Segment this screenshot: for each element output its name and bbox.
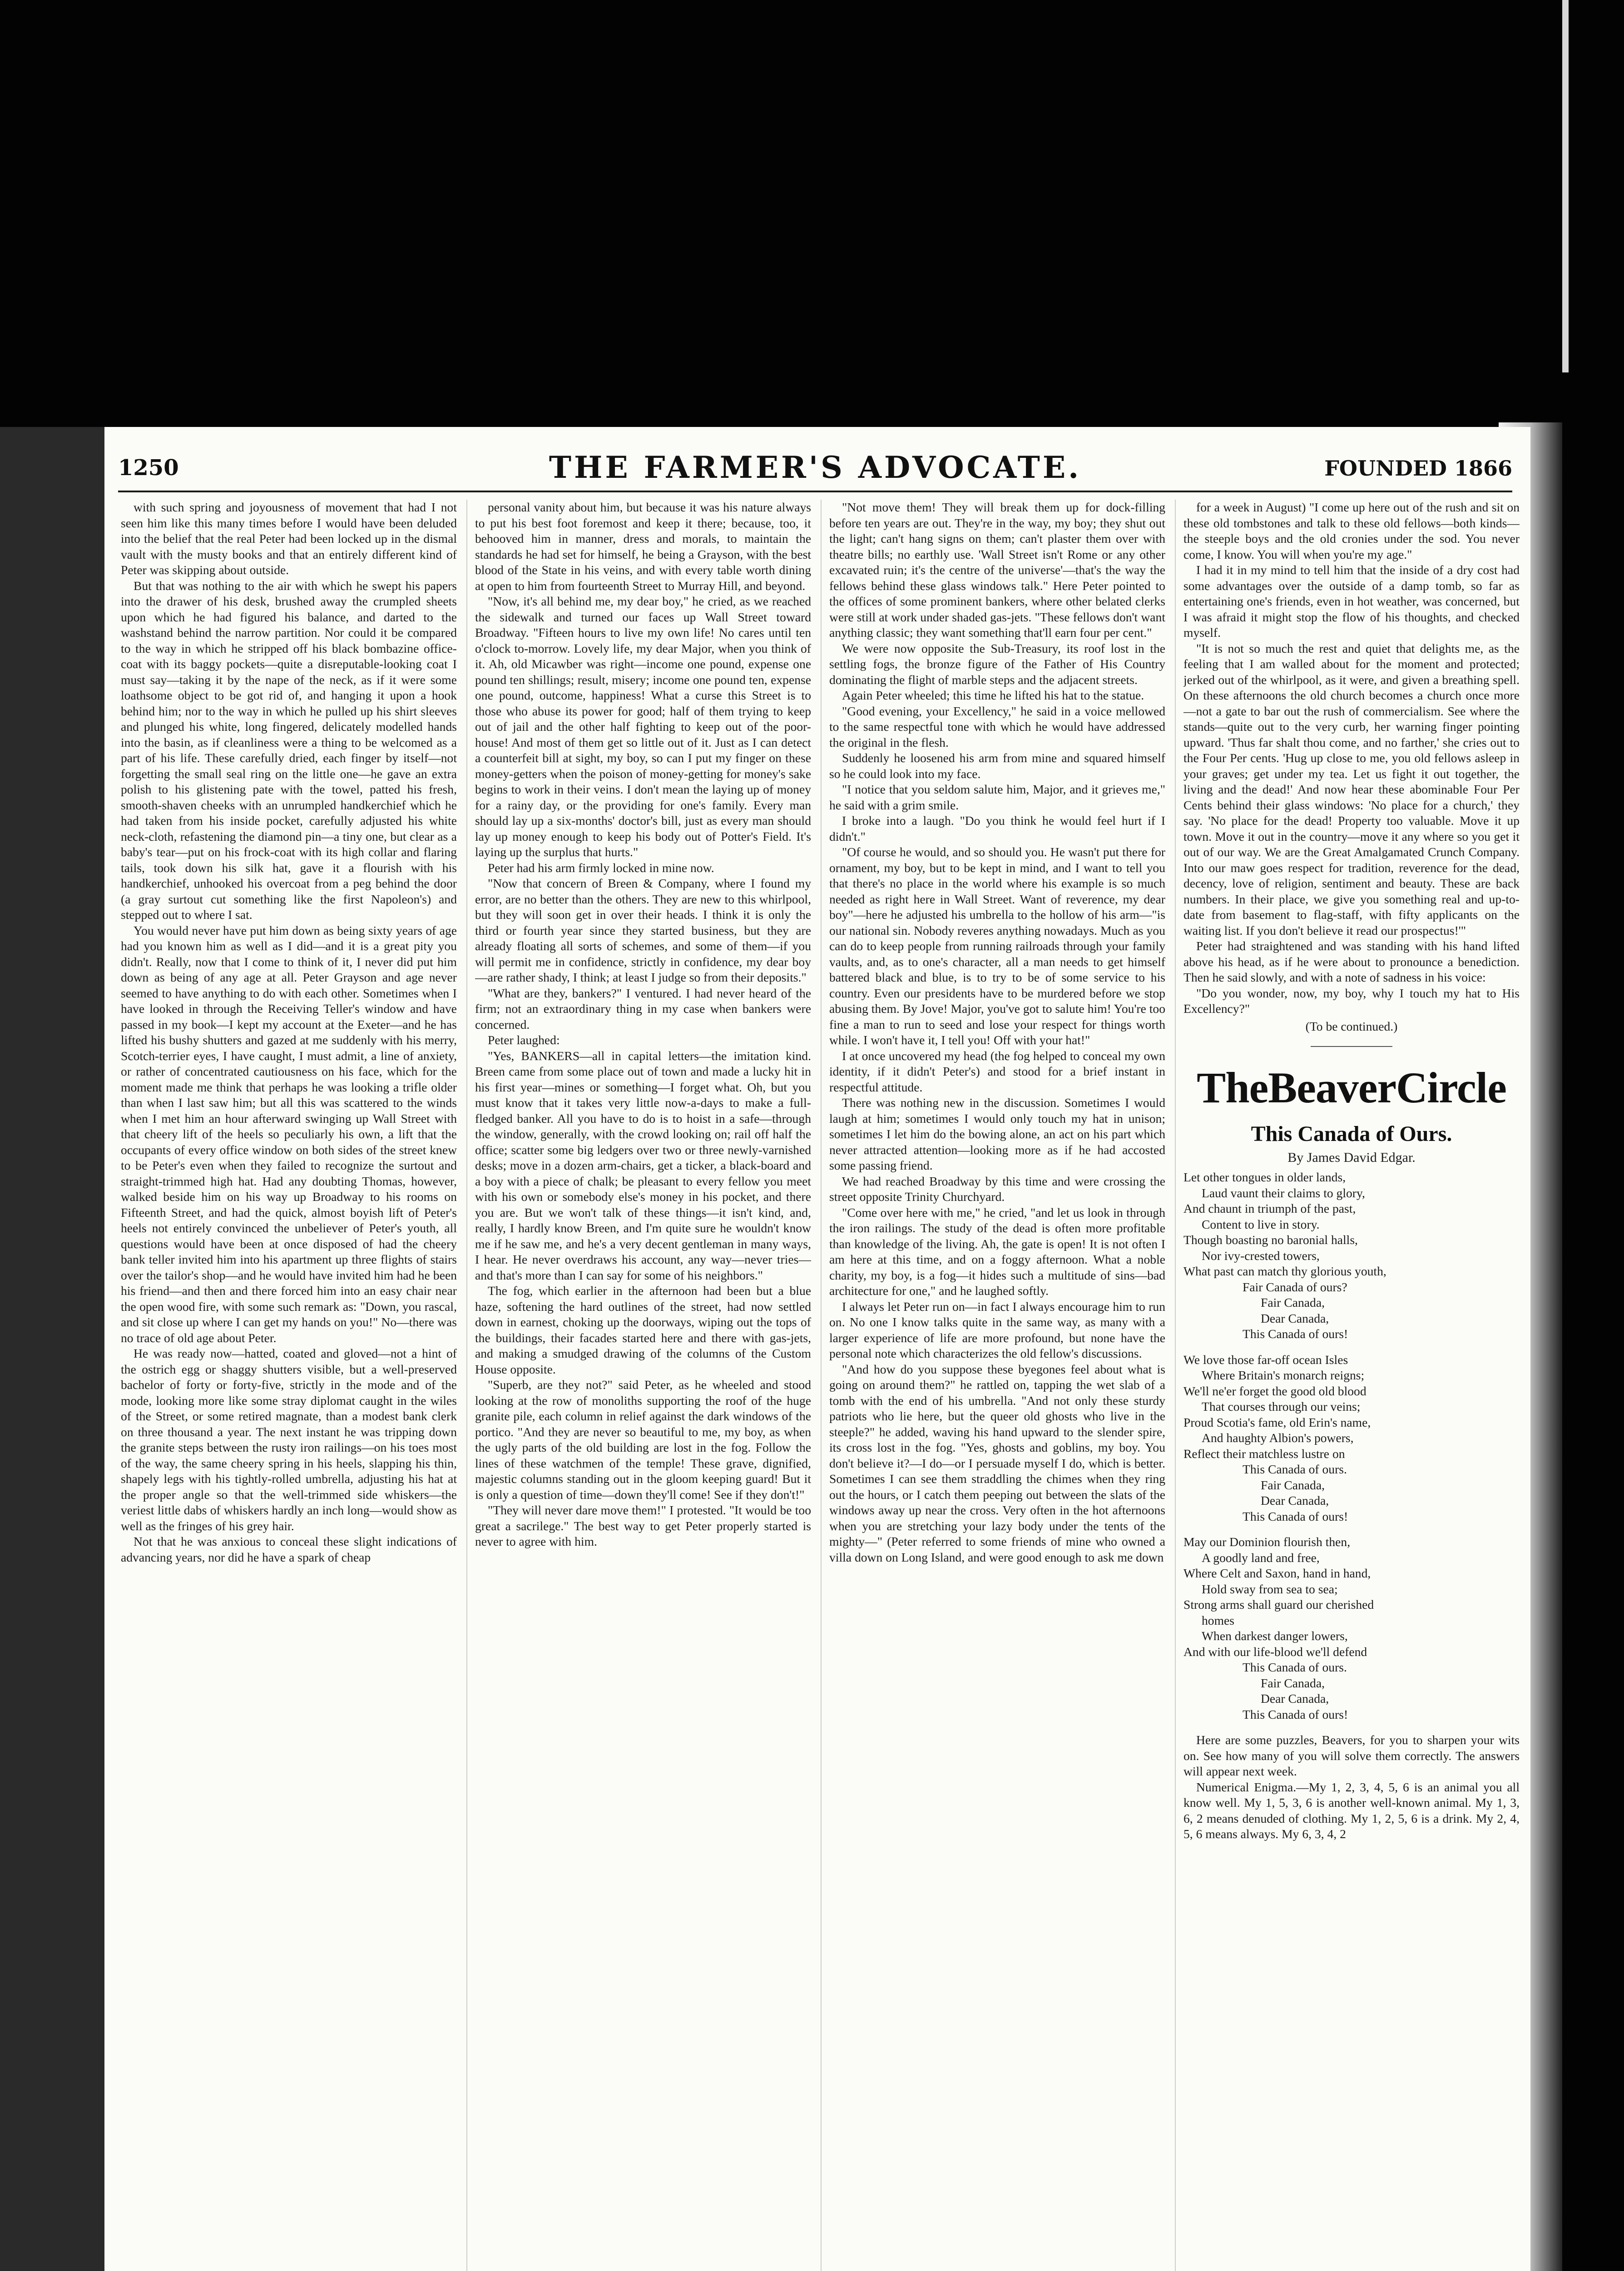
paragraph: "Now that concern of Breen & Company, where I found my error, are no better than the others. They are new to this whirlpool, but they will soon get in over their heads. I think it is only the third or fourth year since they started business, but they are already floating all sorts of schemes, and some of them—if you will permit me in confidence, strictly in confidence, my dear boy—are rather shady, I think; at least I judge so from their deposits." [475, 876, 811, 984]
stanza-gap [1183, 1524, 1520, 1534]
paragraph: Peter laughed: [488, 1033, 560, 1047]
poem-line: This Canada of ours! [1243, 1707, 1348, 1721]
paragraph: But that was nothing to the air with which he swept his papers into the drawer of his desk, brushed away the crumpled sheets upon which he had figured his balance, and darted to the washstand behind the narrow partition. Nor could it be compared to the way in which he stripped off his black bombazine office-coat with its baggy pockets—quite a disreputable-looking coat I must say—taking it by the nape of the neck, as if it were some loathsome object to be got rid of, and hanging it upon a hook behind him; nor to the way in which he pulled up his shirt sleeves and plunged his white, long fingered, delicately modelled hands into the basin, as if cleanliness were a thing to be welcomed as a part of his life. These carefully dried, each finger by itself—not forgetting the small seal ring on the little one—he gave an extra polish to his glistening pate with the towel, patted his fresh, smooth-shaven cheeks with an unrumpled handkerchief which he had taken from his inside pocket, carefully adjusted his white neck-cloth, refastening the diamond pin—a tiny one, but clear as a baby's tear—put on his frock-coat with its high collar and flaring tails, took down his silk hat, gave it a flourish with his handkerchief, unhooked his overcoat from a peg behind the door (a gray surtout cut something like the first Napoleon's) and stepped out to where I sat. [121, 578, 457, 922]
paragraph: The fog, which earlier in the afternoon had been but a blue haze, softening the hard outlines of the street, had now settled down in earnest, choking up the doorways, wiping out the tops of the buildings, their facades started here and there with gas-jets, and making a smudged drawing of the columns of the Custom House opposite. [475, 1284, 811, 1376]
paragraph: I broke into a laugh. "Do you think he would feel hurt if I didn't." [829, 813, 1165, 843]
poem-line: And with our life-blood we'll defend [1183, 1644, 1367, 1659]
paragraph: Peter had straightened and was standing with his hand lifted above his head, as if he were about to pronounce a benediction. Then he said slowly, and with a note of sadness in his voice: [1183, 939, 1520, 984]
story-column-1 [121, 500, 457, 2271]
poem-line: We love those far-off ocean Isles [1183, 1352, 1348, 1367]
poem-line: We'll ne'er forget the good old blood [1183, 1383, 1367, 1398]
poem-line: Fair Canada of ours? [1243, 1279, 1347, 1294]
paragraph: "Good evening, your Excellency," he said in a voice mellowed to the same respectful tone with which he would have addressed the original in the flesh. [829, 704, 1165, 749]
poem-line: Fair Canada, [1261, 1676, 1325, 1690]
poem-line: This Canada of ours! [1243, 1327, 1348, 1341]
section-heading: TheBeaverCircle [1197, 1063, 1506, 1112]
paragraph: I at once uncovered my head (the fog helped to conceal my own identity, if it didn't Peter's) and stood for a brief instant in respectful attitude. [829, 1048, 1165, 1094]
poem-line: Fair Canada, [1261, 1295, 1325, 1309]
poem-line: Dear Canada, [1261, 1311, 1329, 1325]
paragraph: "I notice that you seldom salute him, Major, and it grieves me," he said with a grim smile. [829, 782, 1165, 812]
paragraph: "What are they, bankers?" I ventured. I had never heard of the firm; not an extraordinary thing in my case when bankers were concerned. [475, 986, 811, 1031]
poem-line: Though boasting no baronial halls, [1183, 1233, 1358, 1247]
story-column-4 [1183, 500, 1520, 2271]
paragraph: "Come over here with me," he cried, "and let us look in through the iron railings. The study of the dead is often more profitable than knowledge of the living. Ah, the gate is open! It is not often I am here at this time, and on a foggy afternoon. What a noble charity, my boy, is a fog—it hides such a multitude of sins—bad architecture for one," and he laughed softly. [829, 1205, 1165, 1298]
paragraph: "And how do you suppose these byegones feel about what is going on around them?" he rattled on, tapping the wet slab of a tomb with the end of his umbrella. "And not only these sturdy patriots who lie here, but the queer old ghosts who live in the steeple?" he added, waving his hand upward to the slender spire, its cross lost in the fog. "Yes, ghosts and goblins, my boy. You don't believe it?—I do—or I persuade myself I do, which is better. Sometimes I can see them straddling the chimes when they ring out the hours, or I catch them peeping out between the slats of the windows away up near the cross. Very often in the hot afternoons when you are stretching your lazy body under the tents of the mighty—" (Peter referred to some friends of mine who owned a villa down on Long Island, and were good enough to ask me down [829, 1362, 1165, 1564]
poem-line: Nor ivy-crested towers, [1202, 1248, 1320, 1263]
paragraph: for a week in August) "I come up here out of the rush and sit on these old tombstones and talk to these old fellows—both kinds—the steeple boys and the old cronies under the sod. You never come, I know. You will when you're my age." [1183, 500, 1520, 561]
paragraph: He was ready now—hatted, coated and gloved—not a hint of the ostrich egg or shaggy shutters visible, but a well-preserved bachelor of forty or forty-five, strictly in the mode and of the mode, looking more like some stray diplomat caught in the wiles of the Street, or some retired magnate, than a modest bank clerk on three thousand a year. The next instant he was tripping down the granite steps between the rusty iron railings—on his toes most of the way, the same cheery spring in his heels, slapping his thin, shapely legs with his tightly-rolled umbrella, adjusting his hat at the proper angle so that the well-trimmed side whiskers—the veriest little dabs of whiskers hardly an inch long—would show as well as the fringes of his grey hair. [121, 1346, 457, 1533]
poem-line: And haughty Albion's powers, [1202, 1431, 1354, 1445]
puzzles-intro: Here are some puzzles, Beavers, for you to sharpen your wits on. See how many of you will solve them correctly. The answers will appear next week. [1183, 1733, 1520, 1778]
to-be-continued: (To be continued.) [1305, 1019, 1398, 1033]
poem-title: This Canada of Ours. [1251, 1122, 1452, 1146]
poem-line: This Canada of ours. [1243, 1462, 1347, 1476]
story-column-3 [829, 500, 1165, 2271]
newspaper-title: THE FARMER'S ADVOCATE. [549, 450, 1082, 485]
poem-line: Hold sway from sea to sea; [1202, 1582, 1338, 1596]
paragraph: We were now opposite the Sub-Treasury, its roof lost in the settling fogs, the bronze figure of the Father of His Country dominating the flight of marble steps and the adjacent streets. [829, 641, 1165, 687]
poem-line: Let other tongues in older lands, [1183, 1170, 1346, 1184]
column-divider [1175, 500, 1176, 2271]
paragraph: Peter had his arm firmly locked in mine now. [488, 860, 714, 875]
paragraph: We had reached Broadway by this time and were crossing the street opposite Trinity Churchyard. [829, 1174, 1165, 1204]
story-column-2 [475, 500, 811, 2271]
stanza-gap [1183, 1342, 1520, 1352]
poem-line: And chaunt in triumph of the past, [1183, 1201, 1356, 1215]
poem-line: Dear Canada, [1261, 1691, 1329, 1706]
film-border-top [0, 0, 1624, 427]
numerical-enigma: Numerical Enigma.—My 1, 2, 3, 4, 5, 6 is an animal you all know well. My 1, 5, 3, 6 is another well-known animal. My 1, 3, 6, 2 means denuded of clothing. My 1, 2, 5, 6 is a drink. My 2, 4, 5, 6 means always. My 6, 3, 4, 2 [1183, 1780, 1520, 1841]
paragraph: I had it in my mind to tell him that the inside of a dry cost had some advantages over the outside of a damp tomb, so far as entertaining one's friends, even in hot weather, was concerned, but I was afraid it might stop the flow of his thoughts, and checked myself. [1183, 563, 1520, 640]
poem-line: Content to live in story. [1202, 1217, 1320, 1231]
film-border-left [0, 427, 104, 2271]
poem-line: May our Dominion flourish then, [1183, 1535, 1351, 1549]
paragraph: Not that he was anxious to conceal these slight indications of advancing years, nor did he have a spark of cheap [121, 1534, 457, 1564]
paragraph: "Of course he would, and so should you. He wasn't put there for ornament, my boy, but to be kept in mind, and I want to tell you that there's no place in the world where his example is so much needed as right here in Wall Street. Want of reverence, my dear boy"—here he adjusted his umbrella to the hollow of his arm—"is our national sin. Nobody reveres anything nowadays. Much as you can do to keep people from running railroads through your family vaults, and, as to one's character, all a man needs to get himself battered black and blue, is to try to be of some service to his country. Even our presidents have to be murdered before we stop abusing them. By Jove! Major, you've got to salute him! You're too fine a man to run to seed and lose your respect for things worth while. I won't have it, I tell you! Off with your hat!" [829, 845, 1165, 1047]
paragraph: "Superb, are they not?" said Peter, as he wheeled and stood looking at the row of monoliths supporting the roof of the huge granite pile, each column in relief against the dark windows of the portico. "And they are never so beautiful to me, my boy, as when the ugly parts of the old building are lost in the fog. Follow the lines of these watchmen of the temple! These grave, dignified, majestic columns standing out in the gloom keeping guard! But it is only a question of time—down they'll come! See if they don't!" [475, 1378, 811, 1502]
poem-line: homes [1202, 1613, 1235, 1627]
poem-line: When darkest danger lowers, [1202, 1629, 1348, 1643]
poem-line: Dear Canada, [1261, 1493, 1329, 1507]
page-number: 1250 [118, 455, 179, 481]
poem-line: A goodly land and free, [1202, 1550, 1320, 1565]
poem-line: What past can match thy glorious youth, [1183, 1264, 1386, 1278]
paragraph: Suddenly he loosened his arm from mine and squared himself so he could look into my face. [829, 751, 1165, 781]
paragraph: You would never have put him down as being sixty years of age had you known him as well as I did—and it is a great pity you didn't. Really, now that I come to think of it, I never did put him down as being of any age at all. Peter Grayson and age never seemed to have anything to do with each other. Sometimes when I have looked in through the Receiving Teller's window and have passed in my book—I kept my account at the Exeter—and he has lifted his bushy shutters and gazed at me suddenly with his merry, Scotch-terrier eyes, I have caught, I must admit, a line of anxiety, or rather of concentrated cautiousness on his face, which for the moment made me think that perhaps he was looking a trifle older than when I last saw him; but all this was scattered to the winds when I met him an hour afterward swinging up Wall Street with that cheery lift of the heels so peculiarly his own, a lift that the occupants of every office window on both sides of the street knew to be Peter's even when they failed to recognize the surtout and straight-trimmed high hat. Had any doubting Thomas, however, walked beside him on his way up Broadway to his rooms on Fifteenth Street, and had the quick, almost boyish lift of Peter's heels not entirely convinced the unbeliever of Peter's youth, all questions would have been at once disposed of had the cheery bank teller invited him into his apartment up three flights of stairs over the tailor's shop—and he would have invited him had he been his friend—and then and there forced him into an easy chair near the open wood fire, with some such remark as: "Down, you rascal, and sit close up where I can get my hands on you!" No—there was no trace of old age about Peter. [121, 923, 457, 1345]
poem-line: Where Britain's monarch reigns; [1202, 1368, 1365, 1382]
poem-line: Where Celt and Saxon, hand in hand, [1183, 1566, 1371, 1580]
poem-line: Fair Canada, [1261, 1478, 1325, 1492]
poem-line: Reflect their matchless lustre on [1183, 1446, 1345, 1461]
poem-author: By James David Edgar. [1287, 1150, 1416, 1165]
paragraph: "Now, it's all behind me, my dear boy," he cried, as we reached the sidewalk and turned our faces up Wall Street toward Broadway. "Fifteen hours to live my own life! No cares until ten o'clock to-morrow. Lovely life, my dear Major, when you think of it. Ah, old Micawber was right—income one pound, expense one pound ten shillings; result, misery; income one pound ten, expense one pound, outcome, happiness! What a curse this Street is to those who abuse its power for good; half of them trying to keep out of jail and the other half fighting to keep out of the poor-house! And most of them get so little out of it. Just as I can detect a counterfeit bill at sight, my boy, so can I put my finger on these money-getters when the poison of money-getting for money's sake begins to work in their veins. I don't mean the laying up of money for a rainy day, or the providing for one's family. Every man should lay up a six-months' doctor's bill, just as every man should lay up money enough to keep his body out of Potter's Field. It's laying up the surplus that hurts." [475, 594, 811, 859]
poem-line: Strong arms shall guard our cherished [1183, 1597, 1374, 1612]
newspaper-page [104, 427, 1530, 2271]
paragraph: personal vanity about him, but because it was his nature always to put his best foot foremost and keep it there; because, too, it behooved him in manner, dress and morals, to maintain the standards he had set for himself, he being a Grayson, with the best blood of the State in his veins, and with every table worth dining at open to him from fourteenth Street to Murray Hill, and beyond. [475, 500, 811, 593]
paragraph: with such spring and joyousness of movement that had I not seen him like this many times before I would have been deluded into the belief that the real Peter had been locked up in the dismal vault with the musty books and that an entirely different kind of Peter was skipping about outside. [121, 500, 457, 577]
poem-line: This Canada of ours! [1243, 1509, 1348, 1523]
poem-body [1183, 1170, 1520, 1722]
paragraph: There was nothing new in the discussion. Sometimes I would laugh at him; sometimes I would only touch my hat in unison; sometimes I let him do the bowing alone, an act on his part which never attracted attention—looking more as if he had accosted some passing friend. [829, 1096, 1165, 1172]
poem-line: This Canada of ours. [1243, 1660, 1347, 1674]
poem-line: Laud vaunt their claims to glory, [1202, 1185, 1365, 1200]
masthead [118, 450, 1512, 491]
column-divider [466, 500, 467, 2271]
story-conclusion [1183, 500, 1520, 1017]
poem-line: Proud Scotia's fame, old Erin's name, [1183, 1415, 1371, 1429]
founded-date: FOUNDED 1866 [1324, 456, 1512, 481]
paragraph: "Do you wonder, now, my boy, why I touch my hat to His Excellency?" [1183, 986, 1520, 1016]
header-rule [118, 491, 1512, 492]
poem-line: That courses through our veins; [1202, 1399, 1361, 1413]
paragraph: Again Peter wheeled; this time he lifted his hat to the statue. [842, 688, 1144, 702]
column-divider [821, 500, 822, 2271]
paragraph: "It is not so much the rest and quiet that delights me, as the feeling that I am walled about for the moment and protected; jerked out of the whirlpool, as it were, and given a breathing spell. On these afternoons the old church becomes a church once more—not a gate to bar out the rush of commercialism. See where the stands—quite out to the very curb, her warning finger pointing upward. 'Thus far shalt thou come, and no farther,' she cries out to the Four Per cents. 'Hug up close to me, you old fellows asleep in your graves; get under my tea. Let us fight it out together, the living and the dead!' And now hear these abominable Four Per Cents behind their glass windows: 'No place for a church,' they say. 'No place for the dead! Property too valuable. Move it up town. Move it out in the country—move it any where so you get it out of our way. We are the Great Amalgamated Crunch Company. Into our maw goes respect for tradition, reverence for the dead, decency, love of religion, sentiment and beauty. These are back numbers. In their place, we give you something real and up-to-date from basement to flag-staff, with fifty applicants on the waiting list. If you don't believe it read our prospectus!'" [1183, 641, 1520, 937]
section-divider [1311, 1046, 1392, 1047]
paragraph: "They will never dare move them!" I protested. "It would be too great a sacrilege." The best way to get Peter properly started is never to agree with him. [475, 1503, 811, 1548]
spacer [1183, 1722, 1520, 1732]
paragraph: "Not move them! They will break them up for dock-filling before ten years are out. They're in the way, my boy; they shut out the light; can't hang signs on them; can't plaster them over with theatre bills; no earthly use. 'Wall Street isn't Rome or any other excavated ruin; it's the centre of the universe'—that's the way the fellows behind these glass windows talk." Here Peter pointed to the offices of some prominent bankers, where other belated clerks were still at work under shaded gas-jets. "These fellows don't want anything classic; they want something that'll earn four per cent." [829, 500, 1165, 640]
paragraph: I always let Peter run on—in fact I always encourage him to run on. No one I know talks quite in the same way, as many with a larger experience of life are more profound, but none have the personal note which characterizes the old fellow's discussions. [829, 1299, 1165, 1360]
film-edge-strip [1562, 0, 1569, 372]
paragraph: "Yes, BANKERS—all in capital letters—the imitation kind. Breen came from some place out of town and made a lucky hit in his first year—mines or something—I forget what. Oh, but you must know that it takes very little now-a-days to make a full-fledged banker. All you have to do is to hoist in a safe—through the window, generally, with the crowd looking on; rail off half the office; scatter some big ledgers over two or three newly-varnished desks; move in a dozen arm-chairs, get a ticker, a black-board and a boy with a piece of chalk; be pleasant to every fellow you meet with his own or somebody else's money in his pocket, and there you are. But we won't talk of these things—it isn't kind, and, really, I hardly know Breen, and I'm quite sure he wouldn't know me if he saw me, and he's a very decent gentleman in many ways, I hear. He never overdraws his account, any way—never tries—and that's more than I can say for some of his neighbors." [475, 1048, 811, 1282]
